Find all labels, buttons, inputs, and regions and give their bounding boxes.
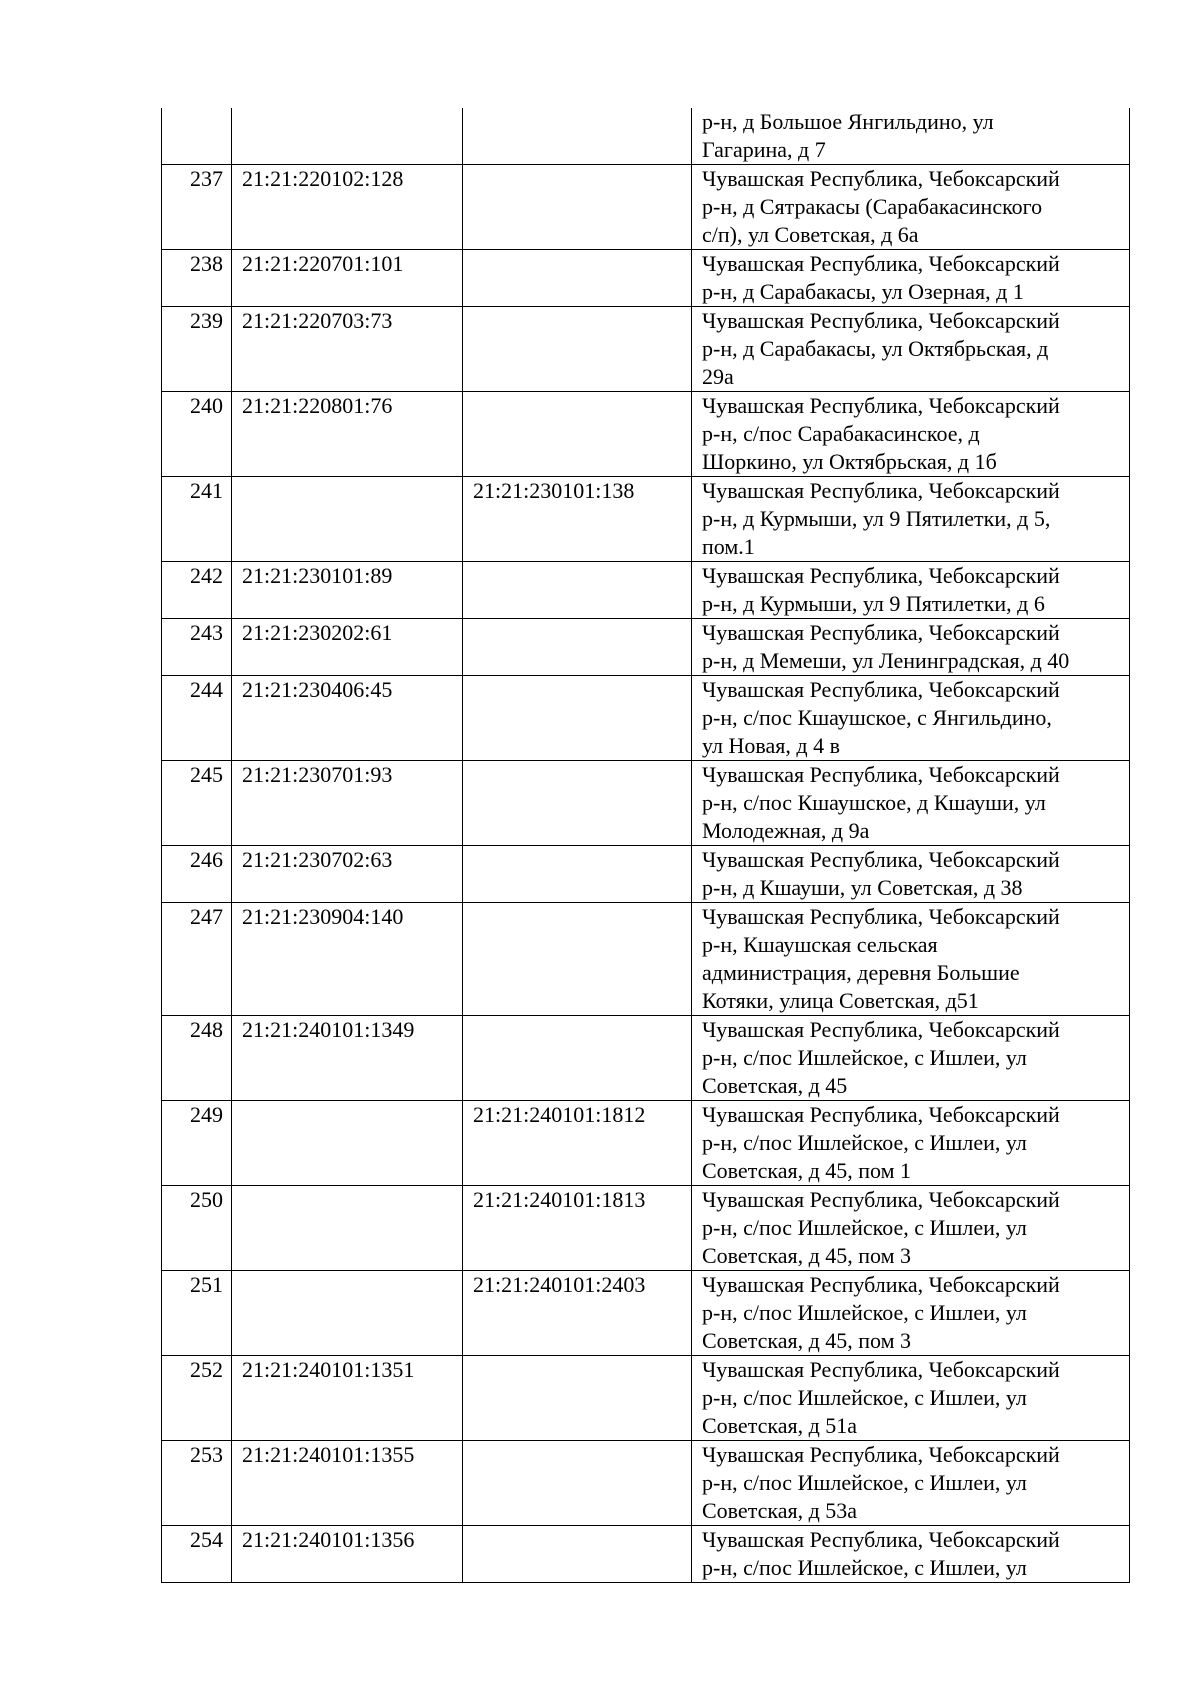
row-number-cell: 250 [162, 1186, 232, 1271]
row-number-cell: 245 [162, 761, 232, 846]
room-cadastral-number-cell [463, 619, 692, 676]
address-cell: Чувашская Республика, Чебоксарский р-н, с/пос Ишлейское, с Ишлеи, ул Советская, д 53а [692, 1441, 1130, 1526]
row-number-cell: 242 [162, 562, 232, 619]
table-row [162, 250, 1130, 307]
table-row [162, 903, 1130, 1016]
cadastral-number-cell: 21:21:240101:1349 [232, 1016, 463, 1101]
cadastral-number-cell: 21:21:240101:1355 [232, 1441, 463, 1526]
cadastral-number-cell [232, 1186, 463, 1271]
room-cadastral-number-cell [463, 392, 692, 477]
row-number-cell: 249 [162, 1101, 232, 1186]
table-row [162, 165, 1130, 250]
address-cell: Чувашская Республика, Чебоксарский р-н, Кшаушская сельская администрация, деревня Большие Котяки, улица Советская, д51 [692, 903, 1130, 1016]
table-row [162, 1271, 1130, 1356]
address-cell: Чувашская Республика, Чебоксарский р-н, с/пос Кшаушское, д Кшауши, ул Молодежная, д 9а [692, 761, 1130, 846]
room-cadastral-number-cell [463, 846, 692, 903]
cadastral-number-cell [232, 1101, 463, 1186]
row-number-cell: 237 [162, 165, 232, 250]
address-cell: Чувашская Республика, Чебоксарский р-н, д Мемеши, ул Ленинградская, д 40 [692, 619, 1130, 676]
cadastral-number-cell: 21:21:230202:61 [232, 619, 463, 676]
address-cell: Чувашская Республика, Чебоксарский р-н, д Сарабакасы, ул Октябрьская, д 29а [692, 307, 1130, 392]
cadastral-number-cell [232, 477, 463, 562]
row-number-cell: 251 [162, 1271, 232, 1356]
row-number-cell [162, 108, 232, 165]
table-row [162, 1356, 1130, 1441]
table-row [162, 307, 1130, 392]
table-row [162, 619, 1130, 676]
cadastral-number-cell: 21:21:220701:101 [232, 250, 463, 307]
room-cadastral-number-cell [463, 108, 692, 165]
row-number-cell: 238 [162, 250, 232, 307]
table-row [162, 392, 1130, 477]
cadastral-number-cell: 21:21:220102:128 [232, 165, 463, 250]
cadastral-number-cell: 21:21:220801:76 [232, 392, 463, 477]
row-number-cell: 252 [162, 1356, 232, 1441]
table-row [162, 1526, 1130, 1583]
cadastral-number-cell [232, 108, 463, 165]
table-row [162, 761, 1130, 846]
room-cadastral-number-cell: 21:21:240101:1812 [463, 1101, 692, 1186]
cadastral-number-cell: 21:21:240101:1351 [232, 1356, 463, 1441]
cadastral-number-cell: 21:21:230101:89 [232, 562, 463, 619]
room-cadastral-number-cell [463, 676, 692, 761]
address-cell: Чувашская Республика, Чебоксарский р-н, с/пос Ишлейское, с Ишлеи, ул Советская, д 45 [692, 1016, 1130, 1101]
room-cadastral-number-cell [463, 307, 692, 392]
address-cell: Чувашская Республика, Чебоксарский р-н, с/пос Ишлейское, с Ишлеи, ул [692, 1526, 1130, 1583]
address-cell: Чувашская Республика, Чебоксарский р-н, с/пос Ишлейское, с Ишлеи, ул Советская, д 51а [692, 1356, 1130, 1441]
row-number-cell: 240 [162, 392, 232, 477]
address-cell: Чувашская Республика, Чебоксарский р-н, с/пос Ишлейское, с Ишлеи, ул Советская, д 45, пом 3 [692, 1186, 1130, 1271]
address-cell: Чувашская Республика, Чебоксарский р-н, д Сятракасы (Сарабакасинского с/п), ул Советская, д 6а [692, 165, 1130, 250]
table-row [162, 1016, 1130, 1101]
table-row [162, 676, 1130, 761]
property-table [161, 108, 1130, 1583]
table-row [162, 108, 1130, 165]
room-cadastral-number-cell [463, 1441, 692, 1526]
room-cadastral-number-cell [463, 1356, 692, 1441]
table-body [162, 108, 1130, 1583]
row-number-cell: 254 [162, 1526, 232, 1583]
table-row [162, 1186, 1130, 1271]
row-number-cell: 241 [162, 477, 232, 562]
address-cell: Чувашская Республика, Чебоксарский р-н, с/пос Кшаушское, с Янгильдино, ул Новая, д 4 в [692, 676, 1130, 761]
room-cadastral-number-cell [463, 165, 692, 250]
cadastral-number-cell: 21:21:230406:45 [232, 676, 463, 761]
row-number-cell: 243 [162, 619, 232, 676]
cadastral-number-cell: 21:21:230701:93 [232, 761, 463, 846]
row-number-cell: 253 [162, 1441, 232, 1526]
cadastral-number-cell: 21:21:230904:140 [232, 903, 463, 1016]
room-cadastral-number-cell: 21:21:240101:1813 [463, 1186, 692, 1271]
row-number-cell: 248 [162, 1016, 232, 1101]
cadastral-number-cell: 21:21:220703:73 [232, 307, 463, 392]
room-cadastral-number-cell [463, 903, 692, 1016]
address-cell: Чувашская Республика, Чебоксарский р-н, с/пос Ишлейское, с Ишлеи, ул Советская, д 45, пом 1 [692, 1101, 1130, 1186]
room-cadastral-number-cell: 21:21:230101:138 [463, 477, 692, 562]
address-cell: Чувашская Республика, Чебоксарский р-н, д Сарабакасы, ул Озерная, д 1 [692, 250, 1130, 307]
table-row [162, 562, 1130, 619]
cadastral-number-cell: 21:21:230702:63 [232, 846, 463, 903]
address-cell: р-н, д Большое Янгильдино, ул Гагарина, д 7 [692, 108, 1130, 165]
room-cadastral-number-cell: 21:21:240101:2403 [463, 1271, 692, 1356]
row-number-cell: 247 [162, 903, 232, 1016]
table-row [162, 846, 1130, 903]
room-cadastral-number-cell [463, 761, 692, 846]
cadastral-number-cell [232, 1271, 463, 1356]
address-cell: Чувашская Республика, Чебоксарский р-н, д Кшауши, ул Советская, д 38 [692, 846, 1130, 903]
room-cadastral-number-cell [463, 1016, 692, 1101]
table-row [162, 1101, 1130, 1186]
row-number-cell: 246 [162, 846, 232, 903]
address-cell: Чувашская Республика, Чебоксарский р-н, д Курмыши, ул 9 Пятилетки, д 6 [692, 562, 1130, 619]
table-row [162, 477, 1130, 562]
table-row [162, 1441, 1130, 1526]
address-cell: Чувашская Республика, Чебоксарский р-н, д Курмыши, ул 9 Пятилетки, д 5, пом.1 [692, 477, 1130, 562]
row-number-cell: 239 [162, 307, 232, 392]
room-cadastral-number-cell [463, 250, 692, 307]
row-number-cell: 244 [162, 676, 232, 761]
cadastral-number-cell: 21:21:240101:1356 [232, 1526, 463, 1583]
room-cadastral-number-cell [463, 562, 692, 619]
address-cell: Чувашская Республика, Чебоксарский р-н, с/пос Сарабакасинское, д Шоркино, ул Октябрьская, д 1б [692, 392, 1130, 477]
room-cadastral-number-cell [463, 1526, 692, 1583]
address-cell: Чувашская Республика, Чебоксарский р-н, с/пос Ишлейское, с Ишлеи, ул Советская, д 45, пом 3 [692, 1271, 1130, 1356]
